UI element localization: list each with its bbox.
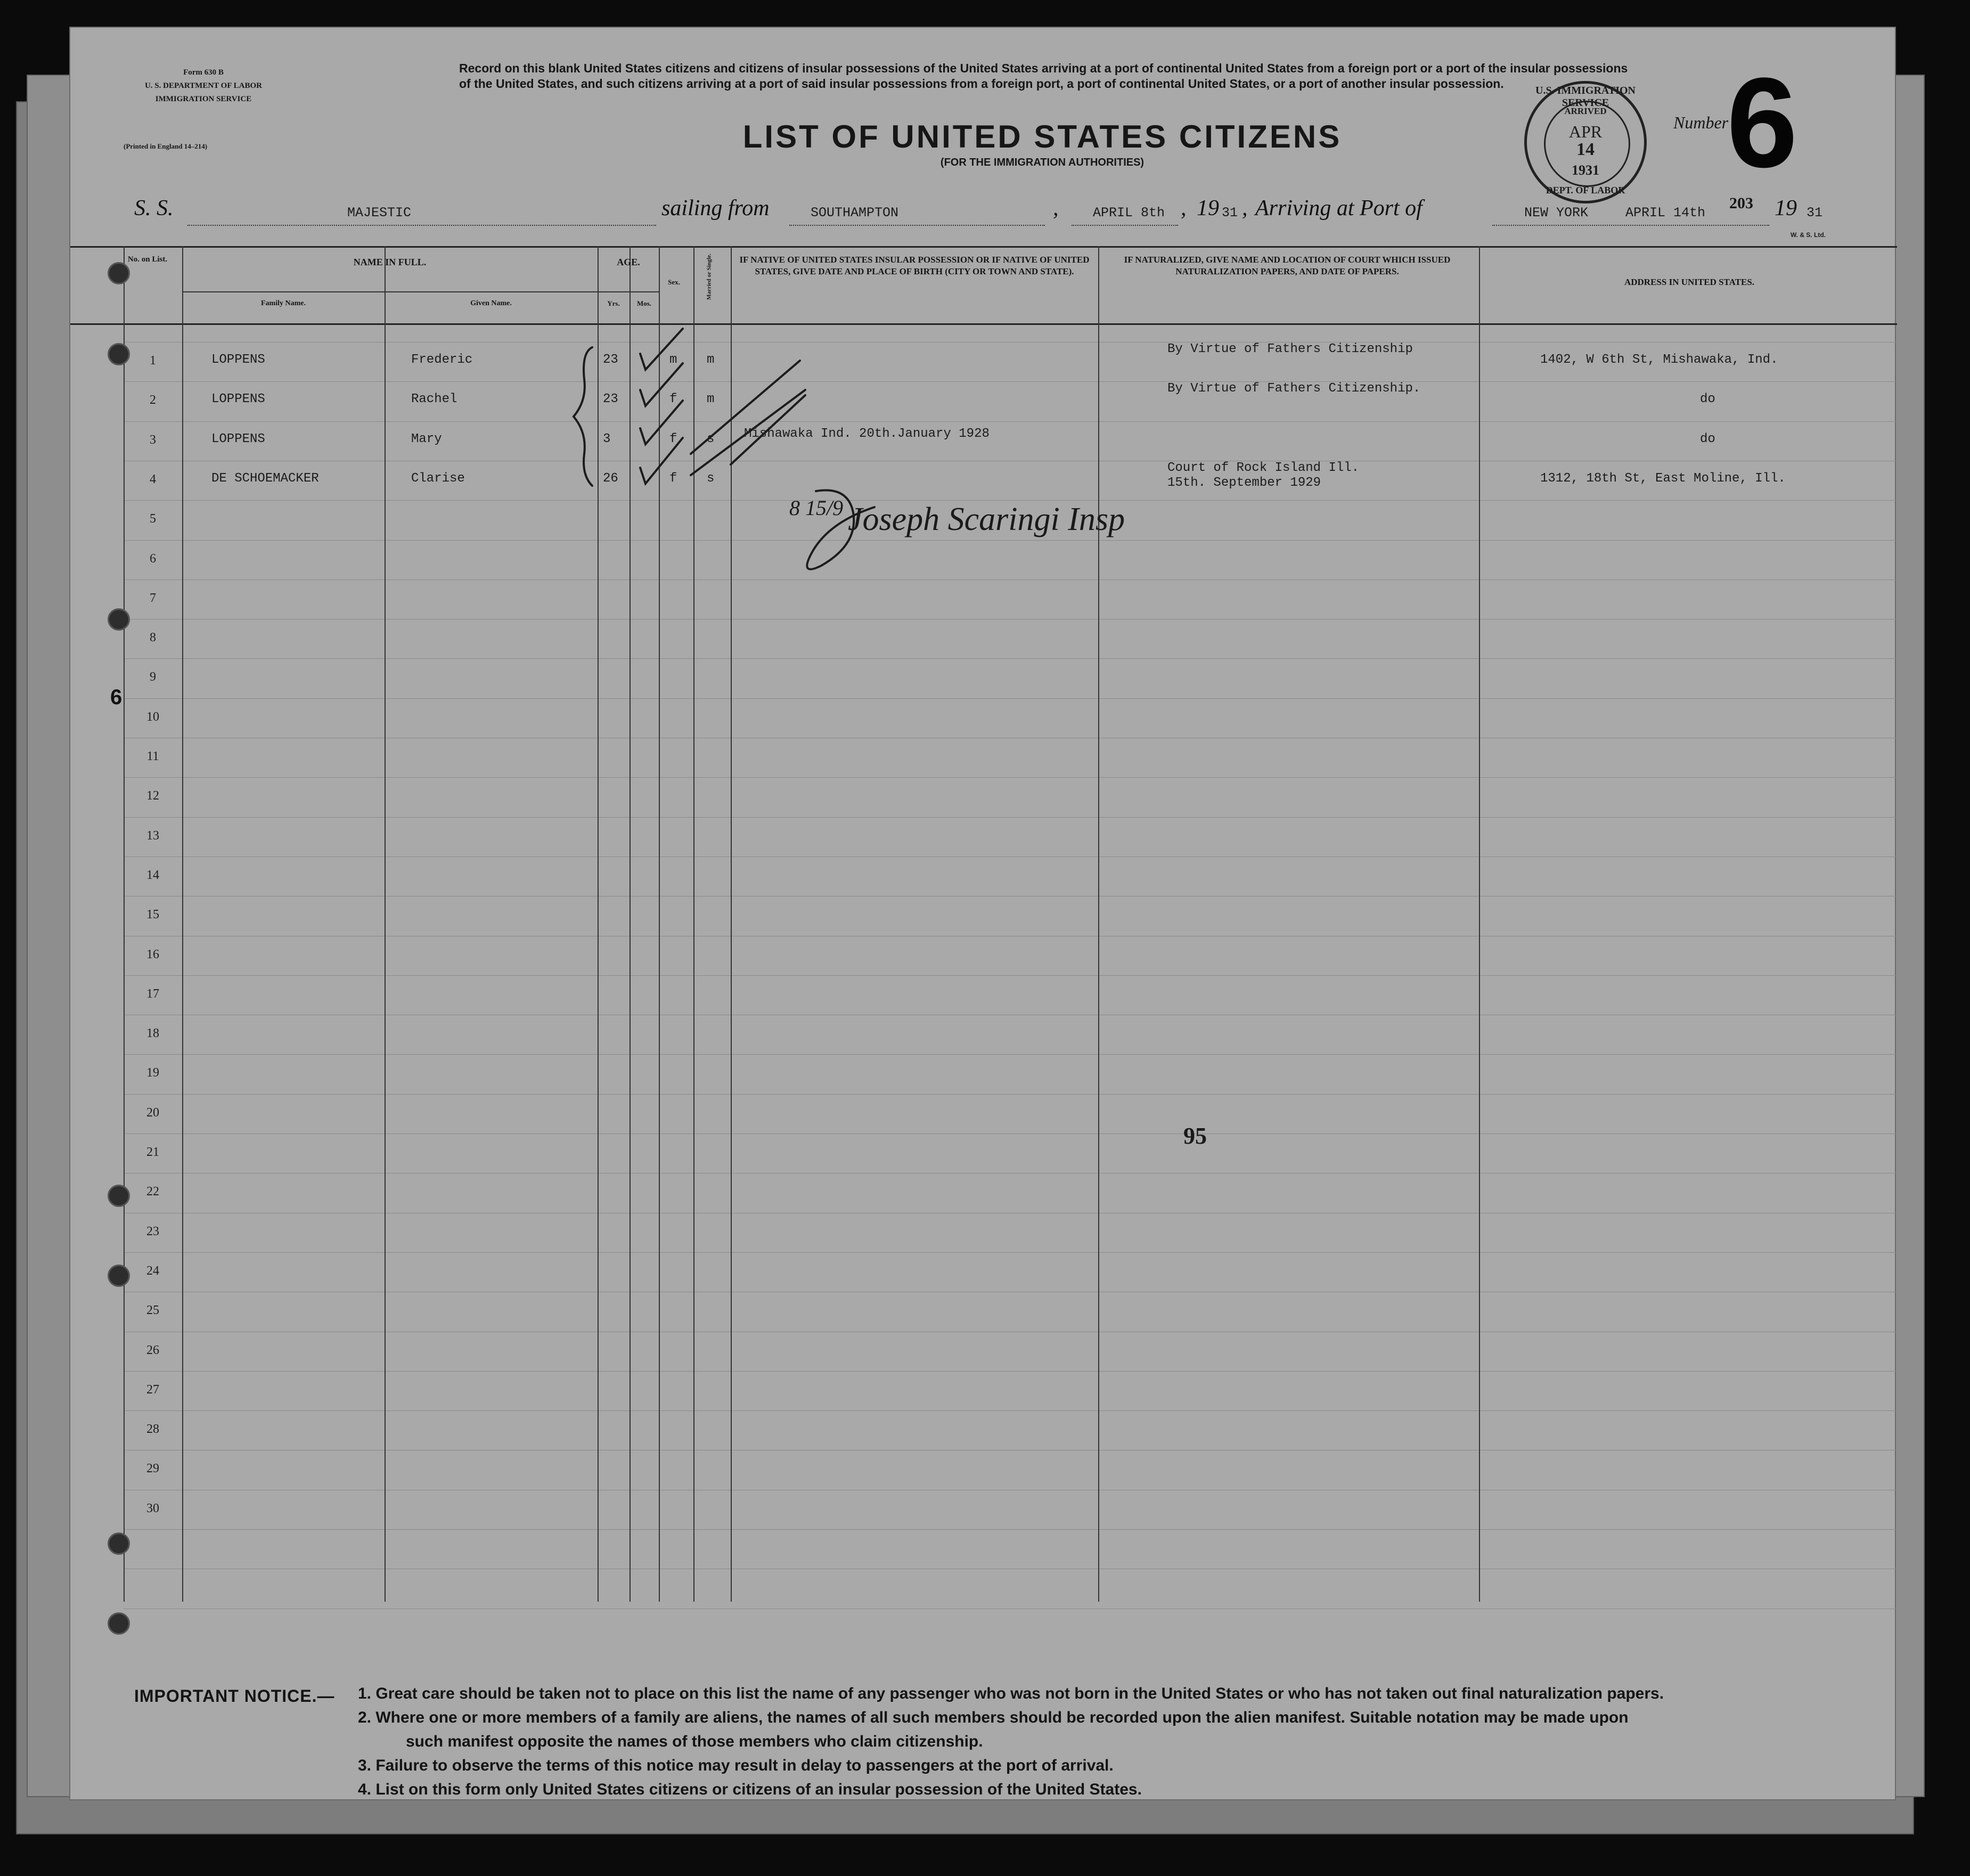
row-rule [124,421,1897,422]
column-rule [385,246,386,1602]
column-rule [693,246,694,1602]
row-number: 6 [150,551,156,566]
instructions: Record on this blank United States citizens and citizens of insular possessions of the United States arriving at a port of continental United States from a foreign port or a port of the insular possessions of the United States, and such citizens arriving at a port of said insular possessions from a foreign port, a port of continental United States, or a port of another insular possession. [459,61,1628,91]
stamp-month: APR [1568,122,1603,141]
row-rule [124,381,1897,382]
comma-1: , [1053,196,1059,221]
port-to: NEW YORK [1524,205,1589,221]
col-header-native: IF NATIVE OF UNITED STATES INSULAR POSSESSION OR IF NATIVE OF UNITED STATES, GIVE DATE AND PLACE OF BIRTH (CITY OR TOWN AND STATE). [739,255,1090,276]
col-header-sex: Sex. [668,278,680,286]
given-name-cell: Frederic [411,353,473,367]
col-header-address: ADDRESS IN UNITED STATES. [1624,277,1755,287]
col-header-given-name: Given Name. [470,299,512,307]
column-rule [124,246,125,1602]
sex-cell: f [669,431,677,446]
age-years-cell: 26 [603,471,618,486]
depart-date: APRIL 8th [1093,205,1165,221]
ship-name: MAJESTIC [347,205,412,221]
row-number: 15 [146,908,159,922]
notice-item: 3. Failure to observe the terms of this notice may result in delay to passengers at the port of arrival. [358,1757,1114,1774]
row-rule [124,658,1897,659]
age-years-cell: 23 [603,353,618,367]
row-number: 27 [146,1382,159,1397]
punch-hole [108,262,130,284]
col-header-name-in-full: NAME IN FULL. [353,257,427,267]
inspector-signature: Joseph Scaringi Insp [848,501,1125,537]
row-number: 13 [146,828,159,843]
row-number: 14 [146,868,159,882]
punch-hole [108,343,130,365]
row-rule [124,1054,1897,1055]
naturalization-cell: Court of Rock Island Ill. [1167,460,1360,475]
manifest-sheet [69,27,1896,1800]
column-rule [598,246,599,1602]
signature-note: 8 15/9 [789,496,844,520]
sex-cell: f [669,471,677,486]
notice-item: 4. List on this form only United States citizens or citizens of an insular possession of the United States. [358,1781,1142,1798]
birth-place-cell: Mishawaka Ind. 20th.January 1928 [744,426,990,441]
port-from: SOUTHAMPTON [811,205,899,221]
punch-hole [108,1532,130,1555]
col-header-no: No. on List. [127,255,168,264]
sailing-label: sailing from [661,196,770,221]
row-rule [124,1094,1897,1095]
printed-note: (Printed in England 14–214) [124,142,208,150]
page-number: 95 [1183,1123,1207,1149]
row-number: 19 [146,1066,159,1080]
comma-2: , [1181,196,1187,221]
row-number: 25 [146,1303,159,1318]
row-number: 12 [146,789,159,803]
number-label: Number [1673,113,1729,132]
family-bracket [574,347,592,486]
row-number: 8 [150,631,156,645]
manifest-table [70,28,1897,1801]
row-number: 9 [150,670,156,684]
stamp-arrived: ARRIVED [1564,106,1607,116]
row-number: 21 [146,1145,159,1159]
page-subtitle: (FOR THE IMMIGRATION AUTHORITIES) [940,157,1145,168]
row-rule [124,817,1897,818]
stamp-top-text: U.S. IMMIGRATION SERVICE [1535,85,1636,109]
row-number: 5 [150,512,156,526]
column-rule [1479,246,1480,1602]
column-rule [659,246,660,1602]
arrival-date: APRIL 14th [1625,205,1706,221]
row-number: 22 [146,1185,159,1199]
punch-hole [108,1265,130,1287]
row-rule [124,1252,1897,1253]
given-name-cell: Clarise [411,471,465,486]
notice-heading: IMPORTANT NOTICE.— [134,1686,335,1706]
address-cell: 1312, 18th St, East Moline, Ill. [1540,471,1786,486]
family-name-cell: LOPPENS [211,431,265,446]
margin-mark: 6 [110,686,122,709]
department: U. S. DEPARTMENT OF LABOR [144,81,263,90]
header-bottom-rule [70,323,1897,325]
comma-3: , [1242,196,1248,221]
row-number: 20 [146,1105,159,1120]
year-prefix: 19 [1197,196,1219,221]
age-years-cell: 23 [603,392,618,407]
address-cell: do [1700,431,1715,446]
column-rule [182,246,183,1602]
family-name-cell: DE SCHOEMACKER [211,471,319,486]
address-cell: do [1700,392,1715,407]
row-number: 18 [146,1026,159,1041]
printer-mark: W. & S. Ltd. [1791,231,1826,239]
row-number: 3 [150,433,156,447]
row-number: 26 [146,1343,159,1357]
col-header-married: Married or Single. [706,254,713,300]
row-number: 2 [150,393,156,407]
col-header-age: AGE. [617,257,640,267]
row-rule [124,1371,1897,1372]
row-number: 11 [146,749,159,763]
sex-cell: f [669,392,677,407]
column-rule [1098,246,1099,1602]
naturalization-cell: By Virtue of Fathers Citizenship. [1167,381,1421,396]
ss-label: S. S. [134,196,174,221]
table-top-rule [70,246,1897,248]
row-number: 1 [150,354,156,368]
row-number: 30 [146,1501,159,1515]
column-rule [630,246,631,1602]
family-name-cell: LOPPENS [211,353,265,367]
marital-status-cell: m [707,353,715,367]
row-number: 28 [146,1422,159,1437]
row-rule [124,698,1897,699]
col-header-yrs: Yrs. [607,299,620,307]
notice-item: such manifest opposite the names of those members who claim citizenship. [406,1733,983,1750]
row-rule [124,1529,1897,1530]
row-rule [124,540,1897,541]
arriving-label: Arriving at Port of [1255,196,1423,221]
marital-status-cell: m [707,392,715,407]
marital-status-cell: s [707,431,715,446]
row-number: 16 [146,947,159,961]
marital-status-cell: s [707,471,715,486]
age-years-cell: 3 [603,431,611,446]
service: IMMIGRATION SERVICE [155,95,252,103]
row-number: 23 [146,1224,159,1238]
notice-item: 1. Great care should be taken not to place on this list the name of any passenger who was not born in the United States or who has not taken out final naturalization papers. [358,1685,1664,1702]
row-rule [124,975,1897,976]
row-number: 4 [150,472,156,486]
col-header-mos: Mos. [636,299,652,307]
given-name-cell: Mary [411,431,442,446]
family-name-cell: LOPPENS [211,392,265,407]
row-rule [124,1133,1897,1134]
punch-hole [108,1185,130,1207]
header-mid-rule [182,291,659,292]
arrival-year: 31 [1806,205,1823,221]
col-header-family-name: Family Name. [261,299,306,307]
list-page-number: 203 [1729,194,1753,212]
row-rule [124,777,1897,778]
row-number: 24 [146,1263,159,1278]
year-prefix-2: 19 [1775,196,1797,221]
depart-year: 31 [1222,205,1238,221]
row-number: 10 [146,709,159,724]
address-cell: 1402, W 6th St, Mishawaka, Ind. [1540,353,1778,367]
page-title: LIST OF UNITED STATES CITIZENS [742,119,1342,154]
row-number: 17 [146,986,159,1001]
form-number: Form 630 B [183,68,224,77]
naturalization-cell: By Virtue of Fathers Citizenship [1167,342,1413,356]
given-name-cell: Rachel [411,392,457,407]
row-number: 7 [150,591,156,605]
handwriting-layer [70,28,1897,1801]
row-rule [124,1410,1897,1411]
row-number: 29 [146,1462,159,1476]
naturalization-date-cell: 15th. September 1929 [1167,475,1321,490]
punch-hole [108,1612,130,1635]
sex-cell: m [669,353,677,367]
stamp-year: 1931 [1572,162,1599,178]
punch-hole [108,608,130,631]
column-rule [731,246,732,1602]
col-header-naturalized: IF NATURALIZED, GIVE NAME AND LOCATION OF COURT WHICH ISSUED NATURALIZATION PAPERS, AND DATE OF PAPERS. [1124,255,1451,276]
stamp-bottom-text: DEPT. OF LABOR [1546,185,1625,195]
list-number: 6 [1727,51,1798,194]
notice-item: 2. Where one or more members of a family are aliens, the names of all such members should be recorded upon the alien manifest. Suitable notation may be made upon [358,1709,1629,1726]
stamp-day: 14 [1576,140,1595,159]
